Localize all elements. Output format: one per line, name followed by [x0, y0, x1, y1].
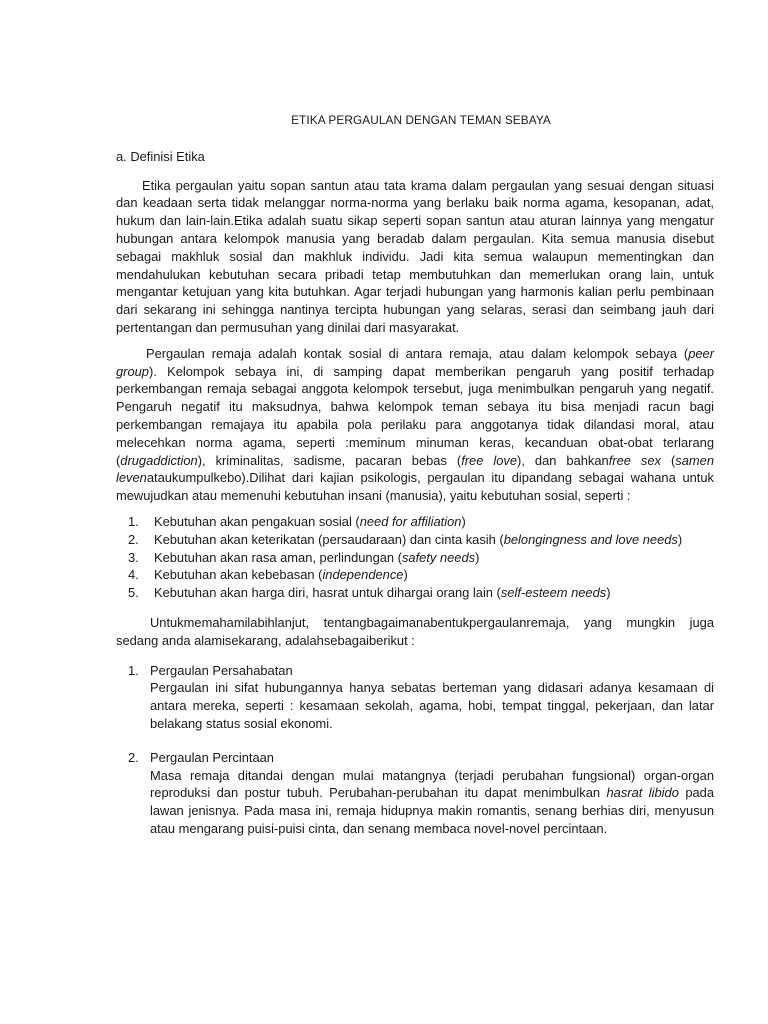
list-number: 4. [128, 567, 139, 583]
list-close: ) [461, 513, 466, 529]
section-number: 2. [128, 749, 139, 765]
list-text: Kebutuhan akan pengakuan sosial ( [154, 513, 360, 529]
italic-run: free love [461, 452, 518, 468]
italic-run: free sex [608, 452, 661, 468]
section-body [150, 767, 714, 838]
section-title-text: Pergaulan Persahabatan [150, 662, 293, 678]
list-italic: need for affiliation [359, 513, 462, 529]
section-persahabatan [116, 662, 714, 733]
list-item [116, 513, 714, 531]
list-number: 5. [128, 585, 139, 601]
text-run: ). Kelompok sebaya ini, di samping dapat memberikan pengaruh yang positif terhadap perkembangan remaja sebagai anggota kelompok tersebut, juga menimbulkan pengaruh yang negatif. Pengaruh negatif itu maksudnya, bahwa kelompok teman sebaya itu bisa menjadi racun bagi perkembangan remajaya itu apabila pola perilaku para anggotanya tidak dilandasi moral, atau melecehkan norma agama, seperti :meminum minuman keras, kecanduan obat-obat terlarang ( [116, 363, 714, 468]
list-close: ) [475, 549, 480, 565]
italic-run: peer group [116, 345, 714, 379]
document-title: ETIKA PERGAULAN DENGAN TEMAN SEBAYA [291, 113, 551, 127]
section-percintaan [116, 749, 714, 838]
needs-list [116, 513, 714, 602]
italic-run: samen leven [116, 452, 714, 486]
text-run: ), kriminalitas, sadisme, pacaran bebas ( [197, 452, 462, 468]
text-run: Masa remaja ditandai dengan mulai matangnya (terjadi perubahan fungsional) organ-organ reproduksi dan postur tubuh. Perubahan-perubahan itu dapat menimbulkan [150, 767, 714, 801]
paragraph-pergaulan-remaja [116, 345, 714, 505]
section-body: Pergaulan ini sifat hubungannya hanya sebatas berteman yang didasari adanya kesamaan di antara mereka, seperti : kesamaan sekolah, agama, hobi, tempat tinggal, pekerjaan, dan latar belakang status sosial ekonomi. [150, 680, 714, 731]
italic-run: hasrat libido [606, 785, 679, 801]
section-title-text: Pergaulan Percintaan [150, 749, 274, 765]
list-item [116, 566, 714, 584]
list-text: Kebutuhan akan kebebasan ( [154, 567, 323, 583]
section-title [116, 662, 714, 680]
list-italic: self-esteem needs [500, 585, 607, 601]
list-text: Kebutuhan akan harga diri, hasrat untuk dihargai orang lain ( [154, 585, 501, 601]
list-number: 3. [128, 549, 139, 565]
list-close: ) [606, 585, 611, 601]
text-run: ataukumpulkebo).Dilihat dari kajian psikologis, pergaulan itu dipandang sebagai wahana untuk mewujudkan atau memenuhi kebutuhan insani (manusia), yaitu kebutuhan sosial, seperti : [116, 470, 714, 504]
text-run: ), dan bahkan [517, 452, 609, 468]
list-item [116, 584, 714, 602]
list-text: Kebutuhan akan rasa aman, perlindungan ( [154, 549, 402, 565]
text-run: Pergaulan remaja adalah kontak sosial di antara remaja, atau dalam kelompok sebaya ( [146, 345, 689, 361]
list-text: Kebutuhan akan keterikatan (persaudaraan) dan cinta kasih ( [154, 531, 504, 547]
text-run: ( [661, 452, 676, 468]
paragraph-definition: Etika pergaulan yaitu sopan santun atau tata krama dalam pergaulan yang sesuai dengan situasi dan keadaan serta tidak melanggar norma-norma yang berlaku baik norma agama, kesopanan, adat, hukum dan lain-lain.Etika adalah suatu sikap seperti sopan santun atau aturan lainnya yang mengatur hubungan antara kelompok manusia yang beradab dalam pergaulan. Kita semua manusia disebut sebagai makhluk sosial dan makhluk individu. Jadi kita semua walaupun mementingkan dan mendahulukan kebutuhan secara pribadi tetap membutuhkan dan memerlukan orang lain, untuk mengantar ketujuan yang kita butuhkan. Agar terjadi hubungan yang harmonis kalian perlu pembinaan dari sekarang ini sehingga nantinya tercipta hubungan yang selaras, serasi dan seimbang jauh dari pertentangan dan permusuhan yang dinilai dari masyarakat. [116, 177, 714, 335]
list-number: 2. [128, 531, 139, 547]
list-italic: belongingness and love needs [503, 531, 678, 547]
section-heading: a. Definisi Etika [116, 148, 205, 164]
paragraph-intro-forms: Untukmemahamilabihlanjut, tentangbagaimanabentukpergaulanremaja, yang mungkin juga sedang anda alamisekarang, adalahsebagaiberikut : [116, 614, 714, 648]
list-item [116, 549, 714, 567]
list-close: ) [403, 567, 408, 583]
text-run: pada lawan jenisnya. Pada masa ini, remaja hidupnya makin romantis, senang berhias diri, menyusun atau mengarang puisi-puisi cinta, dan senang membaca novel-novel percintaan. [150, 785, 714, 836]
section-title [116, 749, 714, 767]
list-item [116, 531, 714, 549]
document-page [116, 112, 714, 854]
section-number: 1. [128, 662, 139, 678]
list-number: 1. [128, 513, 139, 529]
list-close: ) [677, 531, 683, 547]
list-italic: safety needs [401, 549, 476, 565]
italic-run: drugaddiction [120, 452, 198, 468]
list-italic: independence [322, 567, 404, 583]
